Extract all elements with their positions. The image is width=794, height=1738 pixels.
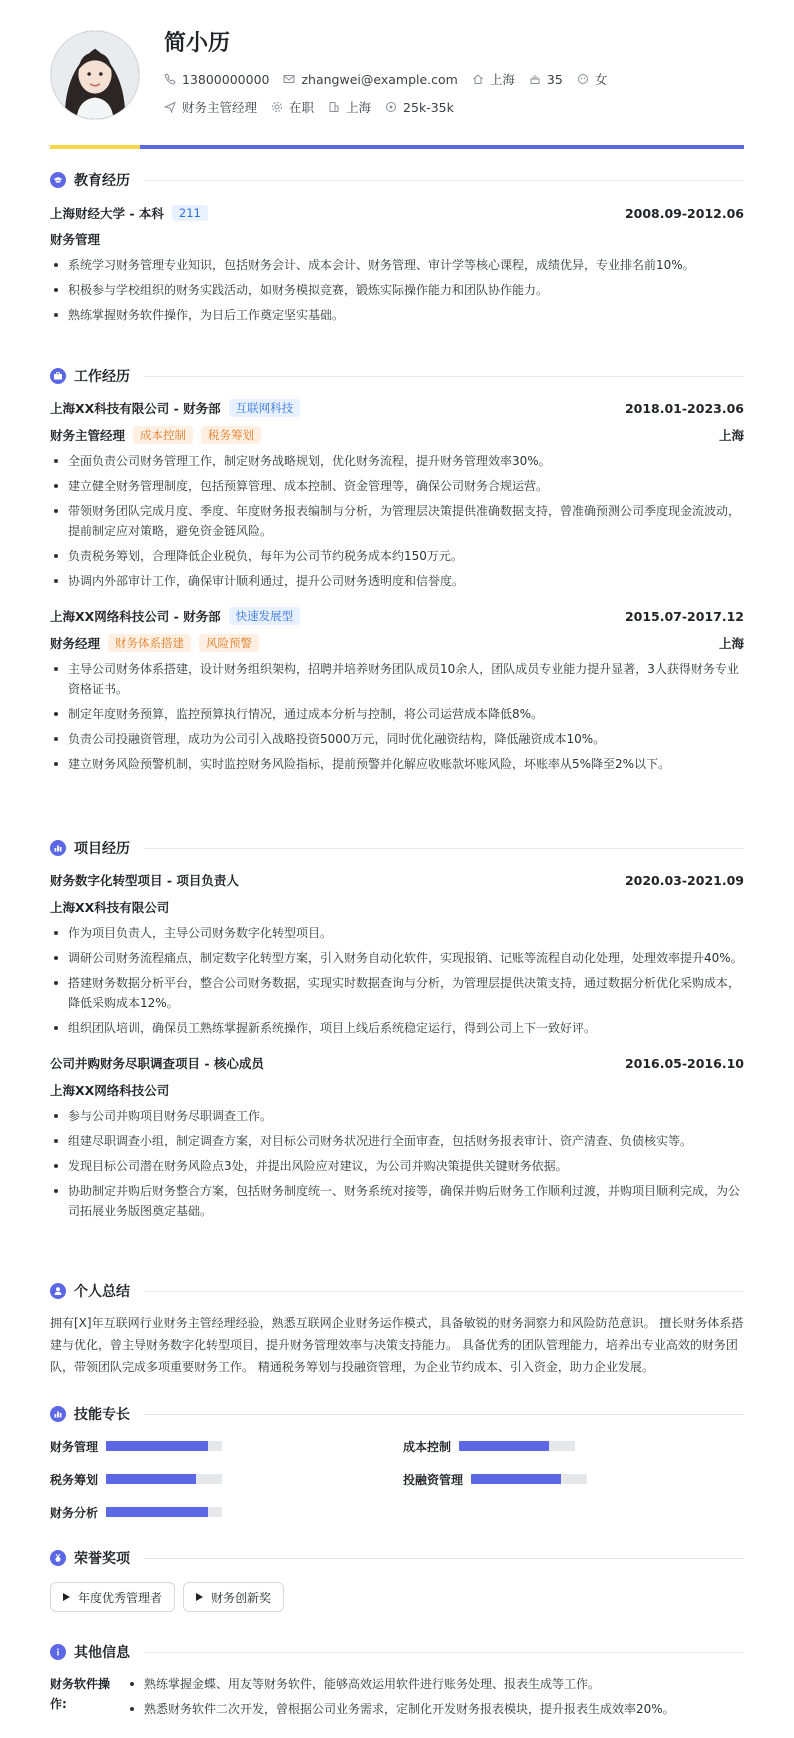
awards-section	[50, 1548, 744, 1612]
skill-fill	[471, 1474, 561, 1484]
job-title: 财务经理	[50, 636, 101, 651]
list-item: 熟练掌握金蝶、用友等财务软件，能够高效运用软件进行账务处理、报表生成等工作。	[126, 1674, 744, 1694]
skill-item	[50, 1504, 222, 1520]
company-tag: 快速发展型	[229, 607, 301, 625]
section-rule	[144, 180, 744, 181]
list-item: 主导公司财务体系搭建，设计财务组织架构，招聘并培养财务团队成员10余人，团队成员专业能力提升显著，3人获得财务专业资格证书。	[50, 659, 744, 699]
list-item: 熟练掌握财务软件操作，为日后工作奠定坚实基础。	[50, 305, 744, 325]
skill-name: 财务分析	[50, 1505, 99, 1520]
bar-chart-icon	[50, 840, 66, 856]
status-item	[271, 98, 314, 116]
skills-grid	[50, 1438, 744, 1528]
project-bullets	[50, 923, 744, 1038]
company-name: 上海XX科技有限公司 - 财务部	[50, 401, 221, 416]
salary-text: 25k-35k	[403, 99, 454, 115]
skill-item	[403, 1471, 587, 1487]
work-entry-header	[50, 606, 744, 626]
skill-bar	[106, 1507, 222, 1517]
section-rule	[144, 1652, 744, 1653]
skills-section	[50, 1404, 744, 1528]
other-section	[50, 1642, 744, 1724]
work-bullets	[50, 659, 744, 774]
section-header	[50, 1281, 744, 1301]
location-text: 上海	[489, 72, 515, 87]
company-tag: 互联网科技	[229, 399, 301, 417]
position-item	[164, 98, 257, 116]
section-header	[50, 366, 744, 386]
divider-accent	[140, 145, 744, 149]
play-icon	[196, 1593, 203, 1601]
award-name: 财务创新奖	[211, 1590, 272, 1605]
age-item	[529, 72, 563, 87]
skill-name: 税务筹划	[50, 1472, 99, 1487]
role-tag: 风险预警	[199, 634, 259, 652]
bar-chart-icon	[50, 1406, 66, 1422]
send-icon	[164, 101, 176, 113]
building-icon	[328, 101, 340, 113]
divider-highlight	[50, 145, 140, 149]
skill-bar	[459, 1441, 575, 1451]
role-tag: 成本控制	[133, 426, 193, 444]
phone-icon	[164, 73, 176, 85]
salary-item	[385, 100, 454, 115]
list-item: 发现目标公司潜在财务风险点3处，并提出风险应对建议，为公司并购决策提供关键财务依据。	[50, 1156, 744, 1176]
list-item: 建立财务风险预警机制，实时监控财务风险指标，提前预警并化解应收账款坏账风险，坏账率从5%降至2%以下。	[50, 754, 744, 774]
status-text: 在职	[289, 100, 315, 115]
work-date: 2018.01-2023.06	[624, 400, 744, 416]
list-item: 作为项目负责人，主导公司财务数字化转型项目。	[50, 923, 744, 943]
briefcase-icon	[50, 368, 66, 384]
work-bullets	[50, 451, 744, 591]
summary-text: 拥有[X]年互联网行业财务主管经理经验，熟悉互联网企业财务运作模式，具备敏锐的财务洞察力和风险防范意识。 擅长财务体系搭建与优化，曾主导财务数字化转型项目，提升财务管理效率与决策支持能力。 具备优秀的团队管理能力，培养出专业高效的财务团队，带领团队完成多项重要财务工作。 精通税务筹划与投融资管理，为企业节约成本、引入资金，助力企业发展。	[50, 1316, 744, 1374]
list-item: 搭建财务数据分析平台，整合公司财务数据，实现实时数据查询与分析，为管理层提供决策支持，通过数据分析优化采购成本，降低采购成本12%。	[50, 973, 744, 1013]
play-icon	[63, 1593, 70, 1601]
user-icon	[50, 1283, 66, 1299]
project-company: 上海XX网络科技公司	[50, 1083, 170, 1098]
list-item: 熟悉财务软件二次开发，曾根据公司业务需求，定制化开发财务报表模块，提升报表生成效率20%。	[126, 1699, 744, 1719]
list-item: 负责公司投融资管理，成功为公司引入战略投资5000万元，同时优化融资结构，降低融资成本10%。	[50, 729, 744, 749]
header-divider	[50, 145, 744, 149]
education-bullets	[50, 255, 744, 325]
section-title: 项目经历	[74, 841, 130, 857]
position-text: 财务主管经理	[182, 100, 258, 115]
skill-name: 财务管理	[50, 1439, 99, 1454]
city-text: 上海	[346, 100, 372, 115]
email-item	[283, 72, 457, 87]
list-item: 组建尽职调查小组，制定调查方案，对目标公司财务状况进行全面审查，包括财务报表审计、资产清查、负债核实等。	[50, 1131, 744, 1151]
work-section	[50, 366, 744, 779]
resume-header	[50, 0, 744, 145]
other-info-row	[50, 1674, 744, 1724]
other-info-list	[126, 1674, 744, 1724]
project-title: 公司并购财务尽职调查项目 - 核心成员	[50, 1056, 264, 1071]
work-date: 2015.07-2017.12	[624, 608, 744, 624]
section-rule	[144, 376, 744, 377]
projects-section	[50, 838, 744, 1226]
cake-icon	[529, 73, 541, 85]
gear-icon	[271, 101, 283, 113]
summary-section	[50, 1281, 744, 1378]
awards-list	[50, 1582, 744, 1612]
company-name: 上海XX网络科技公司 - 财务部	[50, 609, 221, 624]
skill-item	[50, 1438, 222, 1454]
gender-text: 女	[594, 72, 608, 87]
email-text: zhangwei@example.com	[301, 71, 458, 87]
section-title: 教育经历	[74, 173, 130, 189]
section-header	[50, 1548, 744, 1568]
job-intent-row	[164, 98, 454, 116]
contact-row	[164, 70, 607, 88]
skill-item	[50, 1471, 222, 1487]
medal-icon	[50, 1550, 66, 1566]
project-entry-header	[50, 1053, 744, 1073]
school-tag: 211	[172, 205, 208, 221]
graduation-cap-icon	[50, 172, 66, 188]
gender-item	[577, 70, 608, 88]
section-header	[50, 838, 744, 858]
candidate-name: 简小历	[164, 31, 231, 56]
home-icon	[472, 73, 484, 85]
skill-name: 投融资管理	[403, 1472, 464, 1487]
section-header	[50, 1642, 744, 1662]
school-name: 上海财经大学 - 本科	[50, 206, 164, 221]
skill-bar	[106, 1441, 222, 1451]
list-item: 制定年度财务预算，监控预算执行情况，通过成本分析与控制，将公司运营成本降低8%。	[50, 704, 744, 724]
project-entry	[50, 1053, 744, 1221]
project-entry-header	[50, 870, 744, 890]
section-rule	[144, 848, 744, 849]
work-entry	[50, 398, 744, 591]
education-date: 2008.09-2012.06	[624, 205, 744, 221]
list-item: 协助制定并购后财务整合方案，包括财务制度统一、财务系统对接等，确保并购后财务工作顺利过渡，并购项目顺利完成，为公司拓展业务版图奠定基础。	[50, 1181, 744, 1221]
project-date: 2020.03-2021.09	[624, 872, 744, 888]
mail-icon	[283, 73, 295, 85]
major: 财务管理	[50, 232, 101, 247]
project-company: 上海XX科技有限公司	[50, 900, 170, 915]
skill-fill	[106, 1474, 196, 1484]
phone-text: 13800000000	[182, 71, 270, 87]
avatar-portrait-icon	[51, 31, 139, 119]
skill-bar	[106, 1474, 222, 1484]
coin-icon	[385, 101, 397, 113]
list-item: 建立健全财务管理制度，包括预算管理、成本控制、资金管理等，确保公司财务合规运营。	[50, 476, 744, 496]
phone-item	[164, 72, 269, 87]
project-bullets	[50, 1106, 744, 1221]
section-rule	[144, 1414, 744, 1415]
job-title: 财务主管经理	[50, 428, 126, 443]
list-item: 组织团队培训，确保员工熟练掌握新系统操作，项目上线后系统稳定运行，得到公司上下一致好评。	[50, 1018, 744, 1038]
work-location: 上海	[718, 428, 744, 443]
section-title: 荣誉奖项	[74, 1551, 130, 1567]
skill-fill	[106, 1507, 208, 1517]
work-entry-header	[50, 398, 744, 418]
section-title: 技能专长	[74, 1407, 130, 1423]
skill-name: 成本控制	[403, 1439, 452, 1454]
section-header	[50, 1404, 744, 1424]
award-item	[183, 1582, 284, 1612]
avatar	[50, 30, 140, 120]
section-title: 工作经历	[74, 369, 130, 385]
skill-fill	[459, 1441, 549, 1451]
location-item	[472, 70, 515, 88]
award-item	[50, 1582, 175, 1612]
education-entry-header	[50, 203, 744, 223]
city-item	[328, 98, 371, 116]
project-title: 财务数字化转型项目 - 项目负责人	[50, 873, 239, 888]
section-rule	[144, 1291, 744, 1292]
list-item: 带领财务团队完成月度、季度、年度财务报表编制与分析，为管理层决策提供准确数据支持，曾准确预测公司季度现金流波动，提前制定应对策略，避免资金链风险。	[50, 501, 744, 541]
project-date: 2016.05-2016.10	[624, 1055, 744, 1071]
skill-bar	[471, 1474, 587, 1484]
gender-icon	[577, 73, 589, 85]
work-location: 上海	[718, 636, 744, 651]
section-header	[50, 170, 744, 190]
award-name: 年度优秀管理者	[78, 1590, 163, 1605]
list-item: 系统学习财务管理专业知识，包括财务会计、成本会计、财务管理、审计学等核心课程，成绩优异，专业排名前10%。	[50, 255, 744, 275]
education-section	[50, 170, 744, 330]
list-item: 负责税务筹划，合理降低企业税负，每年为公司节约税务成本约150万元。	[50, 546, 744, 566]
list-item: 协调内外部审计工作，确保审计顺利通过，提升公司财务透明度和信誉度。	[50, 571, 744, 591]
work-role-row	[50, 633, 744, 653]
list-item: 调研公司财务流程痛点，制定数字化转型方案，引入财务自动化软件，实现报销、记账等流程自动化处理，处理效率提升40%。	[50, 948, 744, 968]
age-text: 35	[546, 71, 563, 87]
role-tag: 财务体系搭建	[108, 634, 191, 652]
work-role-row	[50, 425, 744, 445]
project-entry	[50, 870, 744, 1038]
list-item: 全面负责公司财务管理工作，制定财务战略规划，优化财务流程，提升财务管理效率30%。	[50, 451, 744, 471]
role-tag: 税务筹划	[201, 426, 261, 444]
info-icon	[50, 1644, 66, 1660]
other-label: 财务软件操作:	[50, 1677, 111, 1711]
section-title: 其他信息	[74, 1645, 130, 1661]
list-item: 参与公司并购项目财务尽职调查工作。	[50, 1106, 744, 1126]
work-entry	[50, 606, 744, 774]
list-item: 积极参与学校组织的财务实践活动，如财务模拟竞赛，锻炼实际操作能力和团队协作能力。	[50, 280, 744, 300]
section-title: 个人总结	[74, 1284, 130, 1300]
section-rule	[144, 1558, 744, 1559]
skill-item	[403, 1438, 575, 1454]
skill-fill	[106, 1441, 208, 1451]
